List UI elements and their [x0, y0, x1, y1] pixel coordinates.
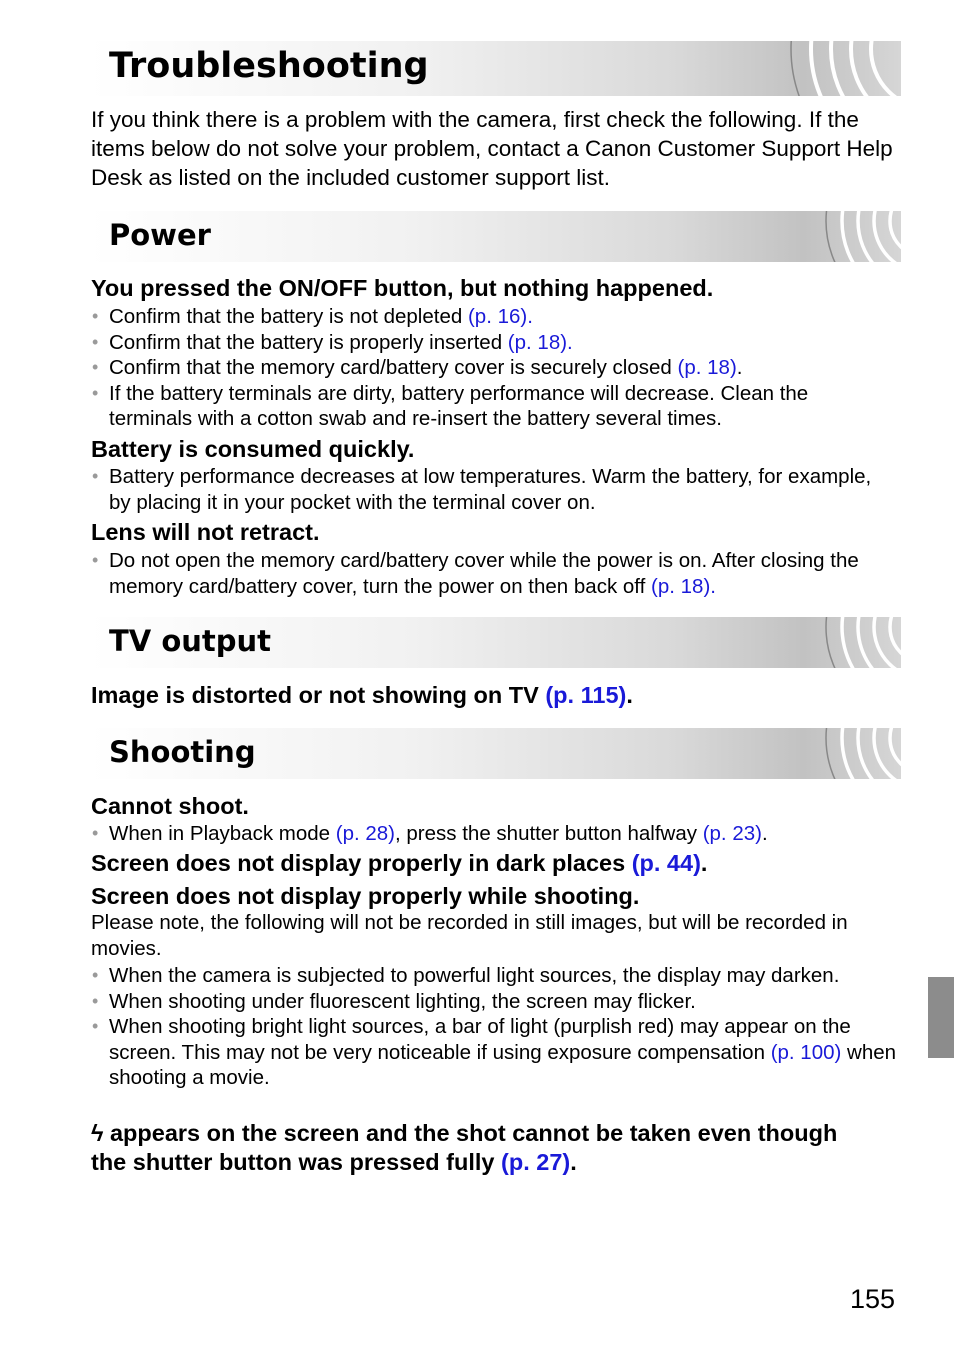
section-header-tv-output	[90, 617, 901, 668]
problem-heading: Battery is consumed quickly.	[91, 436, 415, 462]
solution-list	[91, 464, 897, 515]
section-header-shooting	[90, 728, 901, 779]
problem-heading: Screen does not display properly in dark places (p. 44).	[91, 850, 708, 876]
flash-icon: ϟ	[91, 1120, 104, 1146]
section-header-power	[90, 211, 901, 262]
solution-list	[91, 548, 897, 599]
problem-heading: You pressed the ON/OFF button, but nothing happened.	[91, 275, 714, 301]
section-title-power: Power	[109, 218, 211, 252]
page-reference-link[interactable]: (p. 16).	[467, 305, 533, 328]
note-paragraph: Please note, the following will not be recorded in still images, but will be recorded in movies.	[91, 911, 848, 960]
list-item: • When shooting bright light sources, a bar of light (purplish red) may appear on the screen. This may not be very noticeable if using exposure compensation (p. 100) when shooting a movie.	[91, 1014, 897, 1091]
page-reference-link[interactable]: (p. 100)	[770, 1040, 842, 1064]
intro-paragraph: If you think there is a problem with the camera, first check the following. If the items below do not solve your problem, contact a Canon Customer Support Help Desk as listed on the included customer support list.	[91, 107, 893, 190]
section-title-tv-output: TV output	[109, 624, 272, 658]
problem-heading: Lens will not retract.	[91, 519, 320, 545]
page-reference-link[interactable]: (p. 18).	[507, 330, 573, 354]
page-reference-link[interactable]: (p. 28)	[335, 822, 396, 845]
page-number: 155	[850, 1284, 896, 1314]
list-item: • If the battery terminals are dirty, battery performance will decrease. Clean the terminals with a cotton swab and re-insert the battery several times.	[91, 381, 897, 432]
decorative-arcs-icon	[811, 728, 901, 779]
page-title: Troubleshooting	[109, 46, 429, 86]
solution-list	[91, 821, 897, 847]
page-reference-link[interactable]: (p. 18)	[677, 356, 737, 379]
decorative-arcs-icon	[811, 617, 901, 668]
list-item: • When in Playback mode (p. 28), press the shutter button halfway (p. 23).	[91, 821, 897, 847]
section-title-shooting: Shooting	[109, 735, 256, 769]
problem-heading: ϟ appears on the screen and the shot cannot be taken even though the shutter button was pressed fully (p. 27).	[91, 1120, 838, 1175]
list-item: • When the camera is subjected to powerful light sources, the display may darken.	[91, 963, 897, 989]
chapter-tab	[928, 977, 954, 1058]
problem-heading: Cannot shoot.	[91, 793, 249, 819]
list-item: • Battery performance decreases at low temperatures. Warm the battery, for example, by placing it in your pocket with the terminal cover on.	[91, 464, 897, 515]
decorative-arcs-icon	[811, 211, 901, 262]
problem-heading: Screen does not display properly while shooting.	[91, 883, 640, 909]
title-banner	[90, 41, 901, 96]
solution-list	[91, 304, 897, 432]
decorative-arcs-icon	[781, 41, 901, 96]
page-reference-link[interactable]: (p. 18).	[651, 574, 716, 598]
solution-list	[91, 963, 897, 1091]
page-reference-link[interactable]: (p. 115)	[545, 682, 627, 708]
problem-heading: Image is distorted or not showing on TV (p. 115).	[91, 682, 633, 708]
list-item: • Do not open the memory card/battery cover while the power is on. After closing the memory card/battery cover, turn the power on then back off (p. 18).	[91, 548, 897, 599]
list-item: • Confirm that the battery is properly inserted (p. 18).	[91, 330, 897, 356]
page-reference-link[interactable]: (p. 23)	[702, 822, 762, 845]
list-item: • Confirm that the battery is not depleted (p. 16).	[91, 304, 897, 330]
list-item: • Confirm that the memory card/battery cover is securely closed (p. 18).	[91, 355, 897, 381]
list-item: • When shooting under fluorescent lighting, the screen may flicker.	[91, 989, 897, 1015]
page-reference-link[interactable]: (p. 27)	[501, 1149, 571, 1175]
page-reference-link[interactable]: (p. 44)	[631, 850, 701, 876]
